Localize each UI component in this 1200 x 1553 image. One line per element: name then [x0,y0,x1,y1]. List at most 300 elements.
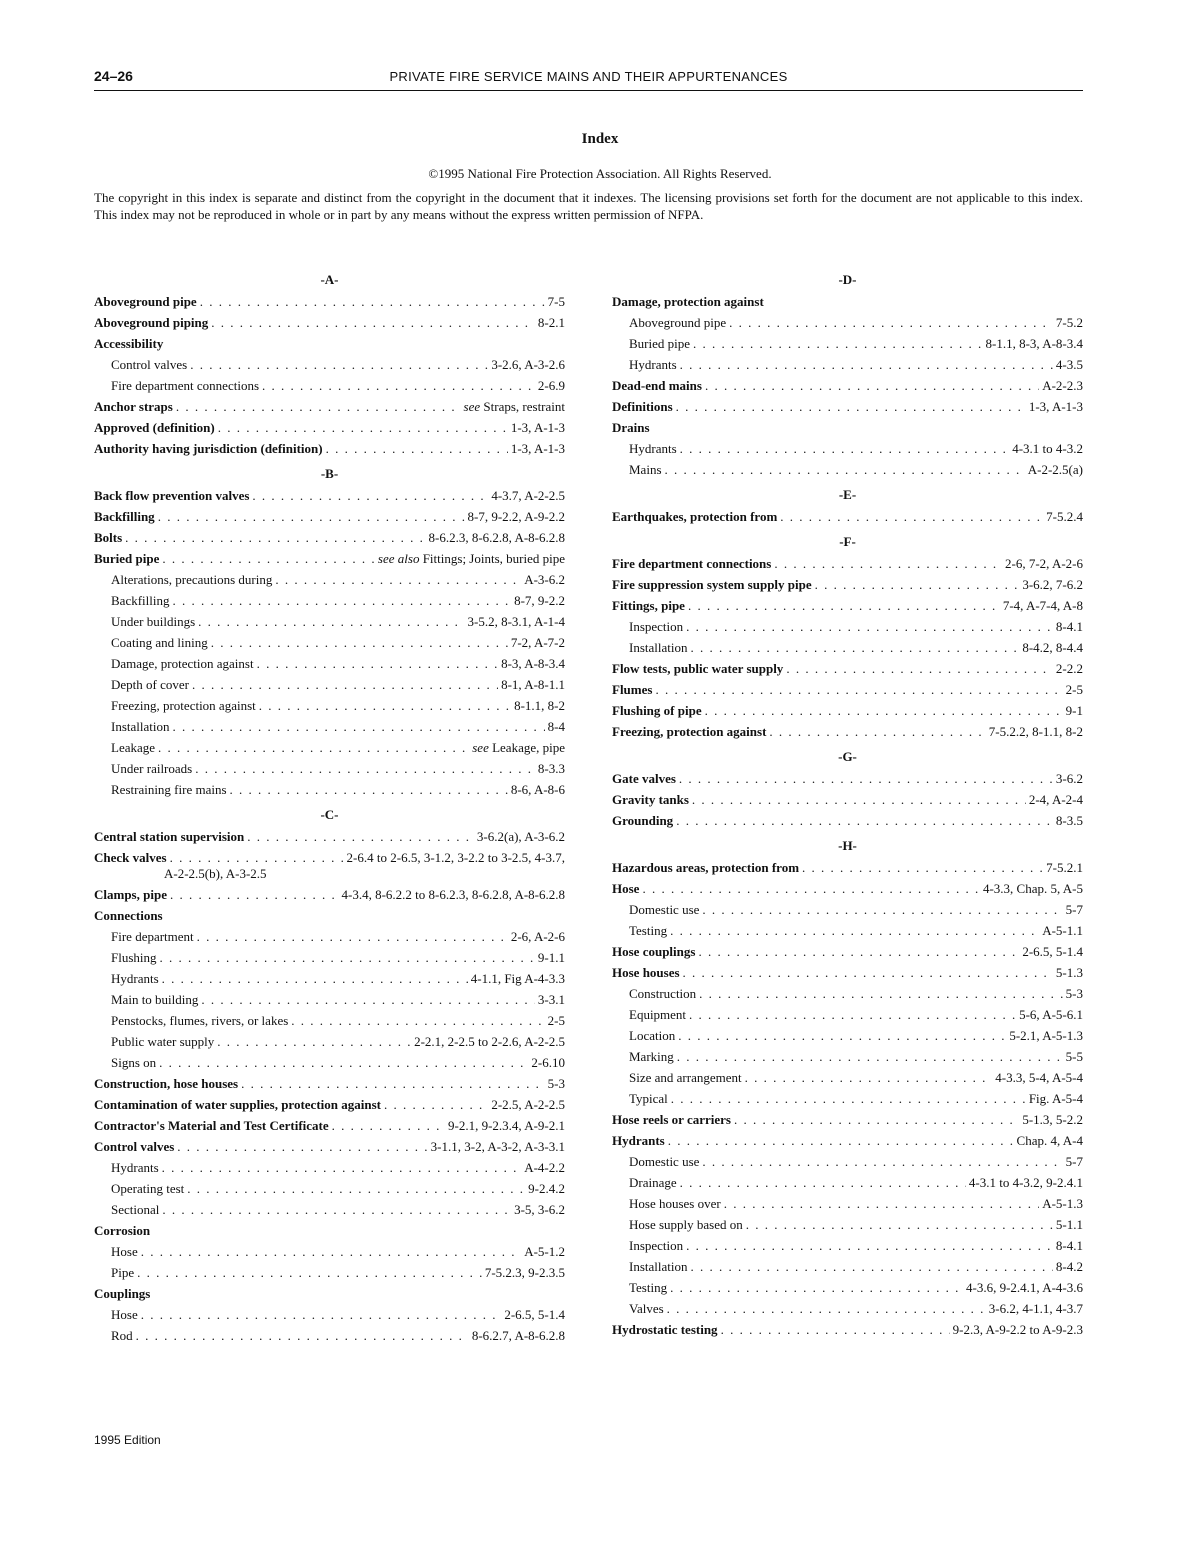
index-entry [612,396,1083,417]
dot-leader [198,614,464,629]
index-subentry [94,632,565,653]
index-term: Buried pipe [629,336,691,351]
index-reference: 8-3, A-8-3.4 [501,656,565,671]
index-reference: see Leakage, pipe [472,740,565,755]
index-reference: 5-5 [1065,1049,1083,1064]
index-entry [612,1130,1083,1151]
index-entry [94,884,565,905]
index-reference: 9-2.1, 9-2.3.4, A-9-2.1 [448,1118,565,1133]
index-entry [612,768,1083,789]
index-section-heading: -B- [320,466,339,481]
index-term: Drainage [629,1175,677,1190]
index-subentry [94,1241,565,1262]
index-term: Fire department [111,929,194,944]
index-subentry [94,653,565,674]
index-section-heading: -C- [320,807,339,822]
dot-leader [162,1160,522,1175]
index-subentry [94,1010,565,1031]
dot-leader [689,1007,1016,1022]
index-term: Accessibility [94,336,164,351]
index-subentry [94,375,565,396]
dot-leader [259,698,511,713]
index-reference: 2-6.5, 5-1.4 [504,1307,565,1322]
index-term: Marking [629,1049,674,1064]
index-term: Couplings [94,1286,151,1301]
index-entry [612,721,1083,742]
index-reference: 7-5.2.4 [1046,509,1083,524]
index-entry [94,847,565,868]
index-reference: 7-5.2.3, 9-2.3.5 [484,1265,565,1280]
index-subentry [612,637,1083,658]
index-subentry [94,1199,565,1220]
copyright-line: ©1995 National Fire Protection Association. All Rights Reserved. [428,166,772,181]
index-column-left [94,266,565,1346]
index-reference: 2-6, A-2-6 [510,929,565,944]
index-entry [612,878,1083,899]
index-entry [612,679,1083,700]
copyright-notice: The copyright in this index is separate and distinct from the copyright in the document that it indexes. The licensing provisions set forth for the document are not applicable to this index. This index may not be reproduced in whole or in part by any means without the express written permission of NFPA. [94,190,1083,222]
index-reference-continued: A-2-2.5(b), A-3-2.5 [164,866,267,881]
index-column-right [612,266,1083,1340]
index-term: Damage, protection against [612,294,764,309]
index-term: Flumes [612,682,653,697]
index-reference: 3-2.6, A-3-2.6 [491,357,565,372]
index-reference: 7-4, A-7-4, A-8 [1002,598,1083,613]
index-subentry [612,1025,1083,1046]
index-term: Fire department connections [612,556,772,571]
index-reference: 3-5, 3-6.2 [514,1202,565,1217]
index-term: Freezing, protection against [612,724,767,739]
index-reference: 4-3.1 to 4-3.2, 9-2.4.1 [968,1175,1083,1190]
index-reference: 3-6.2, 4-1.1, 4-3.7 [988,1301,1083,1316]
index-term: Under railroads [111,761,193,776]
index-term: Control valves [94,1139,175,1154]
index-term: Buried pipe [94,551,160,566]
index-term: Coating and lining [111,635,208,650]
dot-leader [384,1097,488,1112]
dot-leader [802,860,1043,875]
index-term: Hydrants [111,1160,159,1175]
index-term: Authority having jurisdiction (definition) [94,441,323,456]
dot-leader [680,1175,966,1190]
dot-leader [173,593,512,608]
index-term: Installation [629,1259,688,1274]
dot-leader [679,771,1053,786]
index-entry [612,789,1083,810]
index-reference: 5-7 [1065,1154,1083,1169]
index-entry [612,417,1083,438]
index-entry [94,1220,565,1241]
index-term: Hose [111,1244,138,1259]
dot-leader [780,509,1043,524]
index-term: Clamps, pipe [94,887,167,902]
dot-leader [190,357,488,372]
index-reference: 8-1.1, 8-2 [514,698,565,713]
dot-leader [170,850,344,865]
index-term: Freezing, protection against [111,698,256,713]
dot-leader [702,902,1062,917]
dot-leader [724,1196,1039,1211]
index-reference: 1-3, A-1-3 [510,420,565,435]
index-term: Hose couplings [612,944,696,959]
index-reference: 5-6, A-5-6.1 [1019,1007,1083,1022]
dot-leader [705,378,1039,393]
index-term: Size and arrangement [629,1070,742,1085]
index-term: Gate valves [612,771,676,786]
index-reference: 7-5.2 [1055,315,1083,330]
index-subentry [612,983,1083,1004]
index-term: Hydrants [629,357,677,372]
index-entry [94,438,565,459]
index-reference: 2-2.1, 2-2.5 to 2-2.6, A-2-2.5 [414,1034,565,1049]
index-term: Hose [111,1307,138,1322]
index-subentry [94,716,565,737]
dot-leader [691,640,1020,655]
index-term: Gravity tanks [612,792,689,807]
index-subentry [612,438,1083,459]
dot-leader [729,315,1053,330]
index-reference: 2-2.5, A-2-2.5 [491,1097,565,1112]
index-reference: A-3-6.2 [524,572,565,587]
index-term: Corrosion [94,1223,151,1238]
index-term: Back flow prevention valves [94,488,250,503]
dot-leader [774,556,1002,571]
index-term: Damage, protection against [111,656,254,671]
index-subentry [94,590,565,611]
dot-leader [683,965,1053,980]
index-term: Hose houses [612,965,680,980]
dot-leader [705,703,1063,718]
index-section-heading: -A- [320,272,339,287]
index-term: Anchor straps [94,399,173,414]
dot-leader [688,598,1000,613]
dot-leader [170,887,339,902]
index-term: Control valves [111,357,188,372]
index-subentry [612,1067,1083,1088]
index-subentry [94,1031,565,1052]
index-subentry [94,1157,565,1178]
index-subentry [94,1178,565,1199]
index-term: Mains [629,462,662,477]
dot-leader [158,740,469,755]
index-entry [94,312,565,333]
dot-leader [670,1280,963,1295]
index-reference: 7-5 [547,294,565,309]
dot-leader [160,950,535,965]
index-reference: Chap. 4, A-4 [1016,1133,1083,1148]
dot-leader [680,441,1010,456]
index-subentry [94,1304,565,1325]
dot-leader [746,1217,1053,1232]
index-reference: 4-3.7, A-2-2.5 [491,488,565,503]
index-section-heading: -G- [838,749,857,764]
index-entry [94,1283,565,1304]
index-reference: 8-1.1, 8-3, A-8-3.4 [985,336,1083,351]
dot-leader [241,1076,545,1091]
index-term: Hydrants [612,1133,665,1148]
index-entry [612,810,1083,831]
dot-leader [177,1139,427,1154]
index-subentry [94,968,565,989]
index-reference: 8-4 [547,719,565,734]
dot-leader [680,357,1053,372]
index-reference: A-5-1.1 [1042,923,1083,938]
index-reference: 2-4, A-2-4 [1028,792,1083,807]
index-entry [612,375,1083,396]
index-subentry [612,616,1083,637]
index-entry [94,396,565,417]
index-subentry [612,312,1083,333]
index-reference: 5-7 [1065,902,1083,917]
index-entry [94,291,565,312]
index-subentry [94,947,565,968]
index-term: Earthquakes, protection from [612,509,778,524]
index-subentry [94,737,565,758]
index-subentry [612,1235,1083,1256]
index-term: Bolts [94,530,123,545]
dot-leader [197,929,508,944]
index-reference: 8-6.2.7, A-8-6.2.8 [471,1328,565,1343]
index-term: Hydrostatic testing [612,1322,718,1337]
index-entry [612,553,1083,574]
index-term: Flushing [111,950,157,965]
index-reference: 3-6.2(a), A-3-6.2 [476,829,565,844]
dot-leader [699,986,1062,1001]
dot-leader [332,1118,445,1133]
dot-leader [745,1070,993,1085]
index-term: Testing [629,1280,668,1295]
dot-leader [275,572,521,587]
index-reference: 5-3 [1065,986,1083,1001]
index-reference: Fig. A-5-4 [1028,1091,1083,1106]
index-entry [94,527,565,548]
index-term: Main to building [111,992,199,1007]
index-term: Central station supervision [94,829,245,844]
index-term: Flow tests, public water supply [612,661,784,676]
index-subentry [612,1256,1083,1277]
index-reference: A-2-2.3 [1042,378,1083,393]
dot-leader [815,577,1020,592]
index-reference: 4-3.4, 8-6.2.2 to 8-6.2.3, 8-6.2.8, A-8-6.2.8 [341,887,565,902]
index-term: Pipe [111,1265,135,1280]
index-section-heading: -F- [839,534,856,549]
index-entry [94,417,565,438]
index-entry [94,1073,565,1094]
dot-leader [686,1238,1053,1253]
index-term: Public water supply [111,1034,215,1049]
dot-leader [668,1133,1014,1148]
dot-leader [642,881,980,896]
dot-leader [326,441,508,456]
index-entry [94,1094,565,1115]
index-reference: 8-4.1 [1055,619,1083,634]
index-reference: 3-3.1 [537,992,565,1007]
index-reference: 1-3, A-1-3 [510,441,565,456]
dot-leader [176,399,461,414]
dot-leader [247,829,474,844]
dot-leader [162,1202,511,1217]
index-entry [94,506,565,527]
dot-leader [192,677,498,692]
dot-leader [698,944,1019,959]
index-reference: 7-5.2.2, 8-1.1, 8-2 [988,724,1083,739]
dot-leader [692,792,1026,807]
index-reference: 5-1.1 [1055,1217,1083,1232]
index-subentry [94,611,565,632]
index-reference: 2-5 [547,1013,565,1028]
dot-leader [195,761,535,776]
index-subentry [94,1325,565,1346]
index-entry [612,291,1083,312]
index-reference: 7-2, A-7-2 [510,635,565,650]
index-reference: 3-5.2, 8-3.1, A-1-4 [467,614,565,629]
index-term: Approved (definition) [94,420,215,435]
index-term: Valves [629,1301,664,1316]
index-term: Backfilling [94,509,155,524]
index-reference: A-4-2.2 [524,1160,565,1175]
dot-leader [211,635,508,650]
dot-leader [141,1307,502,1322]
index-term: Backfilling [111,593,170,608]
index-reference: 4-1.1, Fig A-4-3.3 [470,971,565,986]
index-term: Grounding [612,813,674,828]
index-term: Penstocks, flumes, rivers, or lakes [111,1013,289,1028]
index-term: Hose supply based on [629,1217,743,1232]
index-subentry [94,695,565,716]
running-header [94,66,1083,91]
index-term: Contamination of water supplies, protection against [94,1097,381,1112]
index-term: Construction [629,986,697,1001]
index-reference: 5-2.1, A-5-1.3 [1009,1028,1083,1043]
index-reference: 2-2.2 [1055,661,1083,676]
index-reference: A-2-2.5(a) [1027,462,1083,477]
index-reference: 4-3.5 [1055,357,1083,372]
index-reference: 4-3.3, Chap. 5, A-5 [982,881,1083,896]
index-entry [612,962,1083,983]
index-subentry [612,920,1083,941]
index-reference: 8-4.2 [1055,1259,1083,1274]
index-entry [94,905,565,926]
dot-leader [693,336,982,351]
index-term: Inspection [629,619,684,634]
index-subentry [94,674,565,695]
index-term: Inspection [629,1238,684,1253]
dot-leader [671,1091,1026,1106]
index-reference: 8-2.1 [537,315,565,330]
index-subentry [612,1193,1083,1214]
dot-leader [291,1013,544,1028]
dot-leader [665,462,1025,477]
dot-leader [678,1028,1006,1043]
index-reference: 8-1, A-8-1.1 [501,677,565,692]
index-subentry [612,1214,1083,1235]
index-subentry [612,1046,1083,1067]
index-term: Definitions [612,399,673,414]
dot-leader [686,619,1053,634]
dot-leader [218,420,508,435]
dot-leader [159,1055,528,1070]
index-entry [612,700,1083,721]
dot-leader [677,1049,1063,1064]
dot-leader [252,488,488,503]
index-term: Installation [111,719,170,734]
index-entry [94,485,565,506]
index-term: Hose houses over [629,1196,721,1211]
index-reference: 9-2.3, A-9-2.2 to A-9-2.3 [952,1322,1083,1337]
dot-leader [137,1265,482,1280]
index-term: Connections [94,908,163,923]
index-subentry [612,1172,1083,1193]
dot-leader [769,724,985,739]
index-reference: 5-1.3 [1055,965,1083,980]
dot-leader [173,719,545,734]
index-subentry [612,1151,1083,1172]
index-reference: 2-6, 7-2, A-2-6 [1005,556,1083,571]
index-reference: 2-6.9 [537,378,565,393]
index-term: Testing [629,923,668,938]
index-subentry [612,333,1083,354]
index-subentry [94,1262,565,1283]
index-term: Signs on [111,1055,157,1070]
index-reference: 2-5 [1065,682,1083,697]
index-entry [94,1136,565,1157]
index-entry [94,548,565,569]
index-term: Hose reels or carriers [612,1112,731,1127]
page-number: 24–26 [94,68,133,84]
index-term: Aboveground piping [94,315,209,330]
dot-leader [136,1328,469,1343]
index-term: Hydrants [629,441,677,456]
dot-leader [667,1301,986,1316]
index-term: Fire suppression system supply pipe [612,577,812,592]
index-term: Aboveground pipe [629,315,727,330]
index-reference: 8-7, 9-2.2, A-9-2.2 [467,509,565,524]
index-reference: see Straps, restraint [463,399,565,414]
index-reference: 2-6.5, 5-1.4 [1022,944,1083,959]
index-subentry [94,569,565,590]
dot-leader [162,971,468,986]
index-term: Hazardous areas, protection from [612,860,800,875]
index-section-heading: -H- [838,838,857,853]
index-term: Under buildings [111,614,196,629]
index-term: Alterations, precautions during [111,572,273,587]
dot-leader [201,992,535,1007]
index-term: Construction, hose houses [94,1076,239,1091]
index-reference: A-5-1.3 [1042,1196,1083,1211]
index-reference: 4-3.3, 5-4, A-5-4 [995,1070,1083,1085]
index-term: Fire department connections [111,378,260,393]
index-reference: 4-3.1 to 4-3.2 [1012,441,1083,456]
index-subentry [612,459,1083,480]
index-entry [612,506,1083,527]
index-reference: 2-6.4 to 2-6.5, 3-1.2, 3-2.2 to 3-2.5, 4-3.7, [346,850,565,865]
index-term: Rod [111,1328,133,1343]
index-reference: see also Fittings; Joints, buried pipe [377,551,565,566]
index-entry [612,658,1083,679]
dot-leader [676,813,1053,828]
index-term: Installation [629,640,688,655]
index-subentry [94,354,565,375]
index-entry [612,857,1083,878]
index-reference: 8-3.5 [1055,813,1083,828]
index-term: Aboveground pipe [94,294,197,309]
index-reference: 5-3 [547,1076,565,1091]
index-subentry [94,926,565,947]
index-term: Contractor's Material and Test Certificate [94,1118,329,1133]
index-entry [612,1109,1083,1130]
index-reference: 9-1 [1065,703,1083,718]
index-term: Location [629,1028,676,1043]
